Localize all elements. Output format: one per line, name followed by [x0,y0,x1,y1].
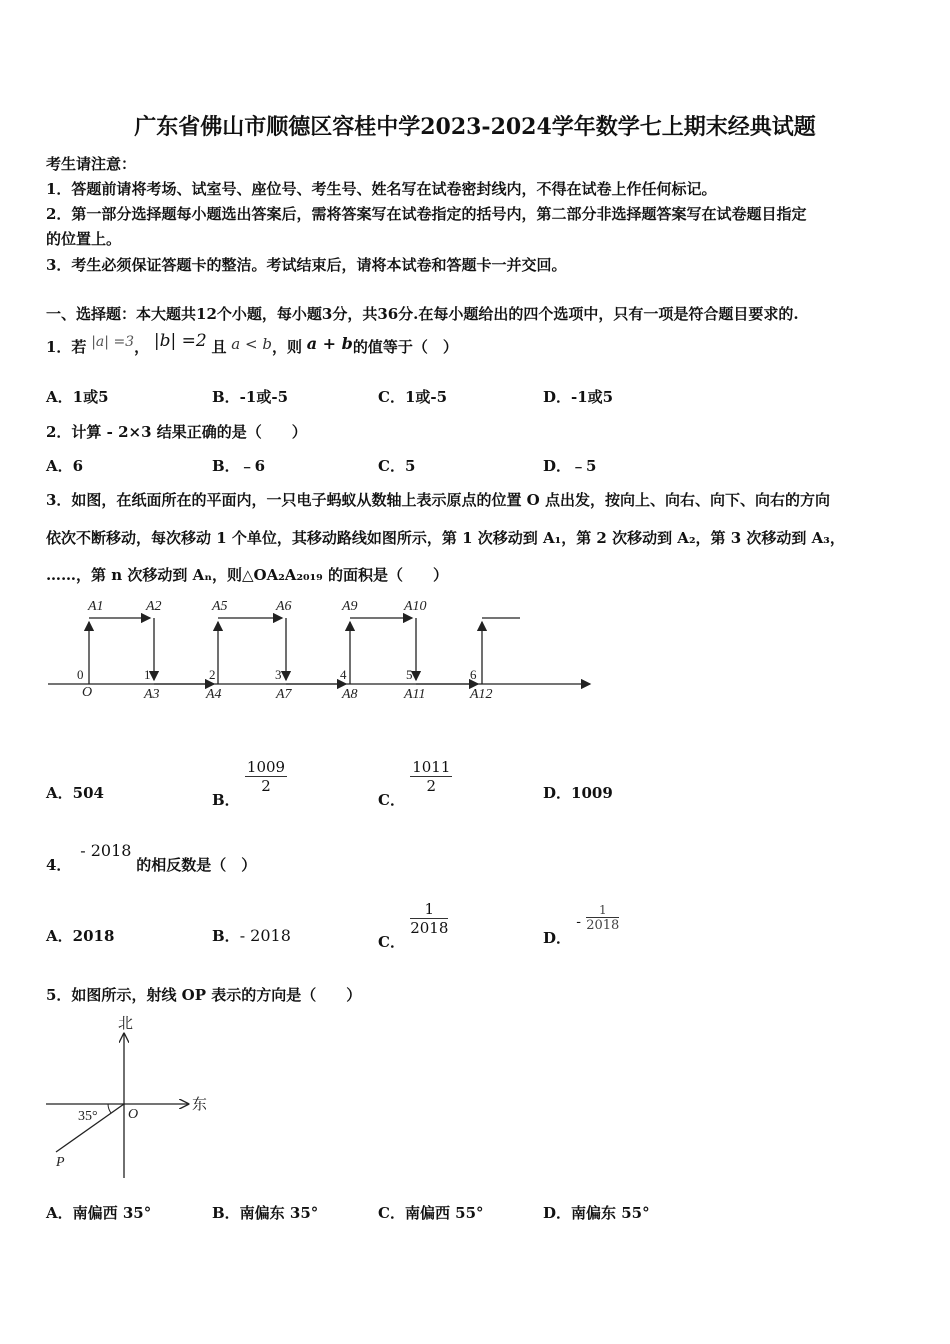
q2-option-b[interactable]: B．﹣6 [212,457,266,475]
question-5-stem: 5．如图所示，射线 OP 表示的方向是（ ） [46,986,362,1004]
q2-option-c[interactable]: C．5 [378,457,416,475]
label-a4: A4 [206,687,222,702]
tick-5: 5 [406,667,413,682]
label-a9: A9 [342,599,358,614]
tick-2: 2 [209,667,216,682]
q3-option-b-denominator: 2 [261,777,271,795]
q1-expression: a + b [306,334,353,353]
notice-item-2: 2．第一部分选择题每小题选出答案后，需将答案写在试卷指定的括号内，第二部分非选择题答案写在试卷题目指定 [46,205,807,223]
page-title: 广东省佛山市顺德区容桂中学2023-2024学年数学七上期末经典试题 [134,114,816,140]
q1-option-a[interactable]: A．1或5 [46,388,109,406]
label-a12: A12 [470,687,493,702]
tick-0: 0 [77,667,84,682]
label-a10: A10 [404,599,427,614]
question-3-line-3: ……，第 n 次移动到 Aₙ，则△OA₂A₂₀₁₉ 的面积是（ ） [46,566,448,584]
q4-option-d-label: D． [543,929,572,947]
q1-abs-b: |b| =2 [153,331,207,351]
angle-label: 35° [78,1109,98,1124]
q4-option-c[interactable] [378,900,449,951]
q5-option-a[interactable]: A．南偏西 35° [46,1204,152,1222]
label-a6: A6 [276,599,292,614]
notice-heading: 考生请注意： [46,155,137,173]
q1-option-d[interactable]: D．-1或5 [543,388,614,406]
q1-condition: a < b [231,335,272,353]
q4-option-a-value: 2018 [72,927,115,945]
q3-option-c-label: C． [378,790,405,809]
tick-1: 1 [144,667,151,682]
q5-option-b[interactable]: B．南偏东 35° [212,1204,319,1222]
label-a3: A3 [144,687,160,702]
question-3-line-1: 3．如图，在纸面所在的平面内，一只电子蚂蚁从数轴上表示原点的位置 O 点出发，按向上、向右、向下、向右的方向 [46,491,830,509]
label-a11: A11 [404,687,426,702]
question-1-stem [46,331,458,357]
q1-tail: 的值等于（ ） [352,338,458,356]
q4-option-d-fraction [586,903,619,933]
ant-path-figure [40,592,600,712]
label-a7: A7 [276,687,292,702]
q3-option-d[interactable] [543,782,613,803]
q4-option-d-denominator: 2018 [586,918,620,933]
label-a1: A1 [88,599,104,614]
q4-option-a-label: A． [46,927,73,945]
east-label: 东 [192,1097,208,1113]
q4-value: - 2018 [80,841,132,860]
notice-item-2-cont: 的位置上。 [46,230,122,248]
q4-option-b[interactable] [212,925,291,946]
direction-figure [40,1010,220,1180]
q3-option-a[interactable] [46,782,104,803]
q1-number: 1．若 [46,338,87,356]
q3-option-b-label: B． [212,790,240,809]
q1-then: ，则 [271,338,302,356]
q1-and: 且 [211,338,227,356]
q1-option-b[interactable]: B．-1或-5 [212,388,289,406]
q4-option-d[interactable] [543,903,620,947]
q3-option-c[interactable] [378,758,452,809]
q3-option-c-denominator: 2 [426,777,437,795]
tick-4: 4 [340,667,347,682]
q5-option-c[interactable]: C．南偏西 55° [378,1204,484,1222]
question-3-line-2: 依次不断移动，每次移动 1 个单位，其移动路线如图所示，第 1 次移动到 A₁，第 2 次移动到 A₂，第 3 次移动到 A₃， [46,529,845,547]
notice-item-1: 1．答题前请将考场、试室号、座位号、考生号、姓名写在试卷密封线内，不得在试卷上作任何标记。 [46,180,717,198]
tick-6: 6 [470,667,477,682]
q2-option-a[interactable]: A．6 [46,457,84,475]
q5-option-d[interactable]: D．南偏东 55° [543,1204,650,1222]
q3-option-c-numerator: 1011 [412,758,451,776]
q4-option-a[interactable] [46,925,114,946]
label-a8: A8 [342,687,358,702]
q4-option-d-sign: - [576,914,581,930]
q3-option-a-value: 504 [72,784,104,802]
q4-option-c-label: C． [378,932,405,951]
q1-sep: ， [134,338,150,356]
q3-option-b-fraction [245,758,287,795]
q4-tail: 的相反数是（ ） [136,856,257,874]
q3-option-b[interactable] [212,758,287,809]
question-4-stem [46,840,257,874]
label-origin: O [82,685,93,700]
tick-3: 3 [275,667,282,682]
q2-option-d[interactable]: D．﹣5 [543,457,597,475]
q3-option-a-label: A． [46,784,73,802]
q1-abs-a: |a| =3 [91,334,135,350]
point-p-label: P [56,1155,65,1170]
q3-option-d-label: D． [543,784,572,802]
label-a2: A2 [146,599,162,614]
q4-option-b-label: B． [212,927,240,945]
question-2-stem: 2．计算 - 2×3 结果正确的是（ ） [46,423,307,441]
q4-option-c-denominator: 2018 [410,919,449,937]
q4-option-c-fraction [410,900,448,937]
q3-option-b-numerator: 1009 [246,758,286,776]
q3-option-d-value: 1009 [571,784,613,802]
origin-label: O [128,1107,139,1122]
q1-option-c[interactable]: C．1或-5 [378,388,448,406]
label-a5: A5 [212,599,228,614]
q4-option-d-numerator: 1 [586,903,619,918]
q3-option-c-fraction [410,758,452,795]
north-label: 北 [118,1016,134,1032]
notice-item-3: 3．考生必须保证答题卡的整洁。考试结束后，请将本试卷和答题卡一并交回。 [46,256,567,274]
q4-number: 4． [46,856,72,874]
q4-option-c-numerator: 1 [410,900,448,919]
q4-option-b-value: - 2018 [239,926,291,945]
section-heading: 一、选择题：本大题共12个小题，每小题3分，共36分.在每小题给出的四个选项中，只有一项是符合题目要求的. [46,305,799,323]
